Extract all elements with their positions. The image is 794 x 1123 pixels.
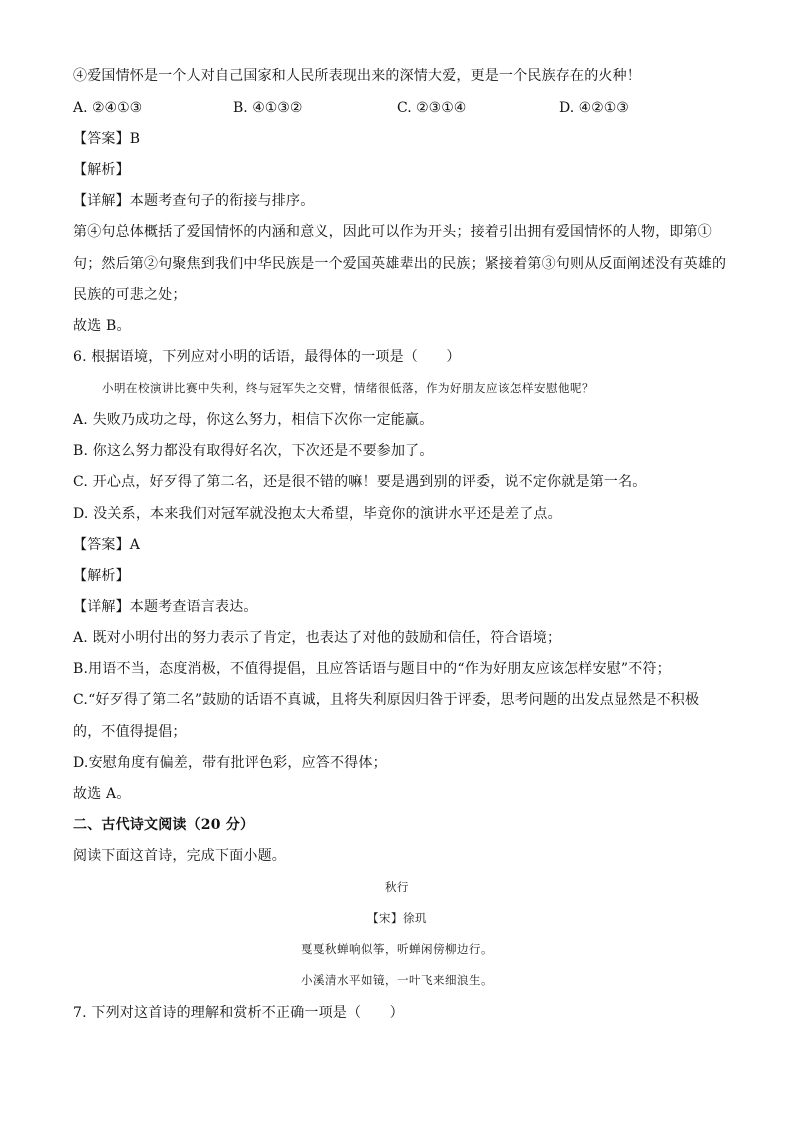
q5-option-d: D. ④②①③ (559, 100, 629, 116)
q5-conclusion: 故选 B。 (73, 318, 131, 334)
q6-analysis-label: 【解析】 (73, 568, 130, 584)
q5-option-a: A. ②④①③ (73, 100, 143, 116)
poem-line: 戛戛秋蝉响似筝，听蝉闲傍柳边行。 (301, 942, 493, 956)
q6-context: 小明在校演讲比赛中失利，终与冠军失之交臂，情绪很低落，作为好朋友应该怎样安慰他呢？ (102, 381, 594, 395)
q6-option-a: A. 失败乃成功之母，你这么努力，相信下次你一定能赢。 (73, 412, 434, 428)
sentence-four: ④爱国情怀是一个人对自己国家和人民所表现出来的深情大爱，更是一个民族存在的火种！ (73, 68, 641, 84)
poem-title: 秋行 (385, 880, 409, 894)
q6-option-b: B. 你这么努力都没有取得好名次，下次还是不要参加了。 (73, 443, 434, 459)
q7-stem: 7. 下列对这首诗的理解和赏析不正确一项是（ ） (73, 1005, 404, 1021)
q5-explanation-line: 第④句总体概括了爱国情怀的内涵和意义，因此可以作为开头；接着引出拥有爱国情怀的人物，即第① (73, 224, 712, 240)
q5-explanation-line: 句；然后第②句聚焦到我们中华民族是一个爱国英雄辈出的民族；紧接着第③句则从反面阐述没有英雄的 (73, 256, 727, 272)
reading-instruction: 阅读下面这首诗，完成下面小题。 (73, 848, 286, 864)
section-heading: 二、古代诗文阅读（20 分） (73, 817, 255, 833)
q6-explanation-line: C.“好歹得了第二名”鼓励的话语不真诚，且将失利原因归咎于评委，思考问题的出发点显然是不积极 (73, 692, 700, 708)
q6-detail: 【详解】本题考查语言表达。 (73, 599, 258, 615)
q5-option-b: B. ④①③② (233, 100, 303, 116)
q6-explanation-line: D.安慰角度有偏差，带有批评色彩，应答不得体； (73, 755, 387, 771)
q6-stem: 6. 根据语境，下列应对小明的话语，最得体的一项是（ ） (73, 349, 461, 365)
q6-option-d: D. 没关系，本来我们对冠军就没抱太大希望，毕竟你的演讲水平还是差了点。 (73, 506, 562, 522)
poem-line: 小溪清水平如镜，一叶飞来细浪生。 (301, 973, 493, 987)
q6-explanation-line: 的，不值得提倡； (73, 724, 187, 740)
q6-explanation-line: A. 既对小明付出的努力表示了肯定，也表达了对他的鼓励和信任，符合语境； (73, 630, 562, 646)
q5-answer: 【答案】B (73, 131, 141, 147)
q5-explanation-line: 民族的可悲之处； (73, 287, 187, 303)
q5-analysis-label: 【解析】 (73, 162, 130, 178)
poem-author: 【宋】徐玑 (367, 911, 427, 925)
q6-conclusion: 故选 A。 (73, 786, 131, 802)
q5-detail: 【详解】本题考查句子的衔接与排序。 (73, 193, 315, 209)
q6-explanation-line: B.用语不当，态度消极，不值得提倡，且应答话语与题目中的“作为好朋友应该怎样安慰”不符； (73, 661, 671, 677)
q6-option-c: C. 开心点，好歹得了第二名，还是很不错的嘛！要是遇到别的评委，说不定你就是第一名。 (73, 474, 647, 490)
q5-option-c: C. ②③①④ (397, 100, 467, 116)
q6-answer: 【答案】A (73, 537, 141, 553)
